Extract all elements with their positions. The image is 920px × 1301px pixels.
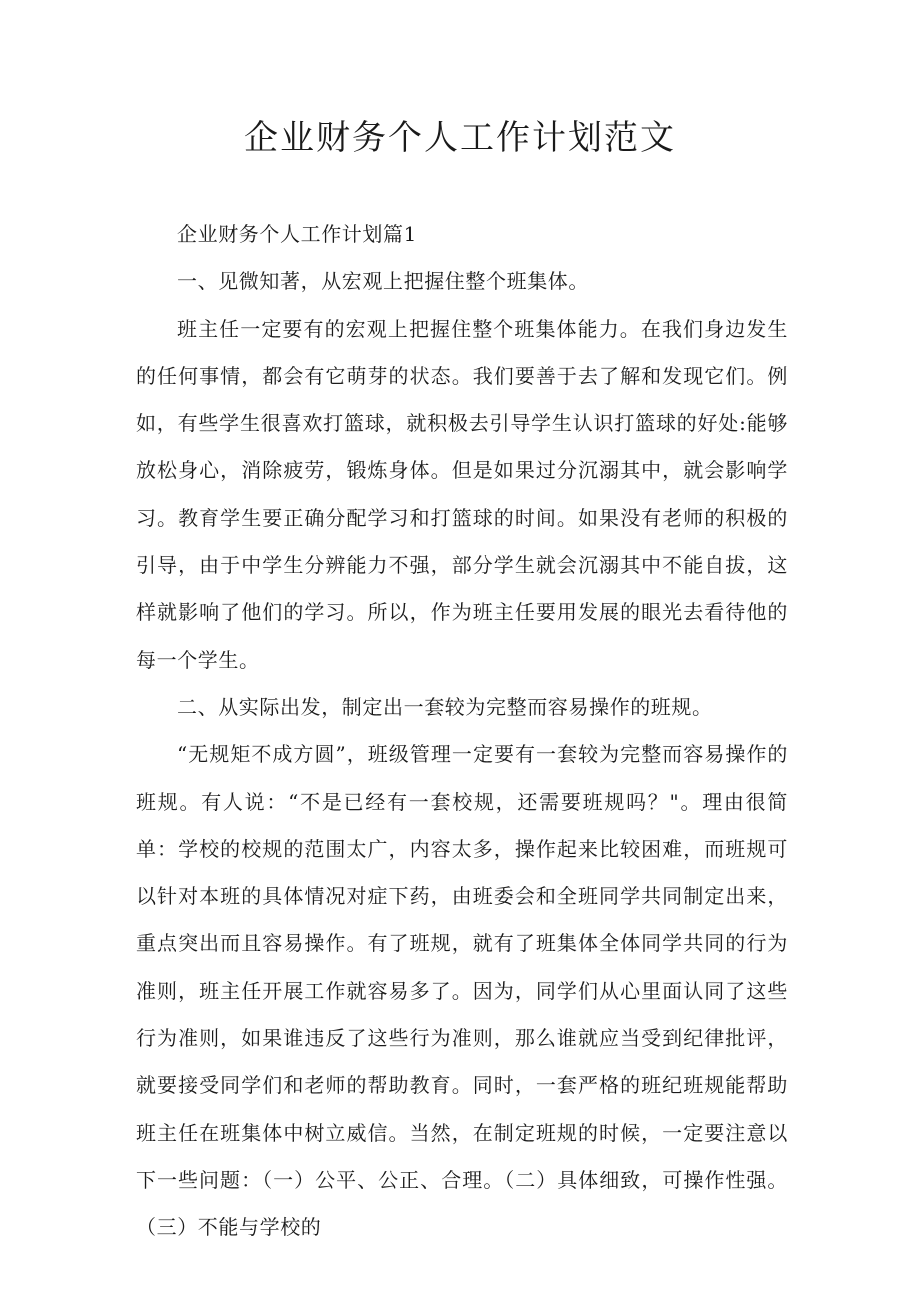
subheading-2: 二、从实际出发，制定出一套较为完整而容易操作的班规。 <box>177 694 713 719</box>
section-heading: 企业财务个人工作计划篇1 <box>177 222 417 246</box>
document-body <box>136 211 788 1252</box>
paragraph-2: “无规矩不成方圆”，班级管理一定要有一套较为完整而容易操作的班规。有人说：“不是已经有一套校规，还需要班规吗？"。理由很简单：学校的校规的范围太广，内容太多，操作起来比较困难，而班规可以针对本班的具体情况对症下药，由班委会和全班同学共同制定出来，重点突出而且容易操作。有了班规，就有了班集体全体同学共同的行为准则，班主任开展工作就容易多了。因为，同学们从心里面认同了这些行为准则，如果谁违反了这些行为准则，那么谁就应当受到纪律批评，就要接受同学们和老师的帮助教育。同时，一套严格的班纪班规能帮助班主任在班集体中树立威信。当然，在制定班规的时候，一定要注意以下一些问题：（一）公平、公正、合理。（二）具体细致，可操作性强。（三）不能与学校的 <box>136 742 788 1240</box>
subheading-1: 一、见微知著，从宏观上把握住整个班集体。 <box>177 269 589 294</box>
document-title: 企业财务个人工作计划范文 <box>244 118 676 158</box>
paragraph-1: 班主任一定要有的宏观上把握住整个班集体能力。在我们身边发生的任何事情，都会有它萌芽的状态。我们要善于去了解和发现它们。例如，有些学生很喜欢打篮球，就积极去引导学生认识打篮球的好处:能够放松身心，消除疲劳，锻炼身体。但是如果过分沉溺其中，就会影响学习。教育学生要正确分配学习和打篮球的时间。如果没有老师的积极的引导，由于中学生分辨能力不强，部分学生就会沉溺其中不能自拔，这样就影响了他们的学习。所以，作为班主任要用发展的眼光去看待他的每一个学生。 <box>136 316 788 672</box>
